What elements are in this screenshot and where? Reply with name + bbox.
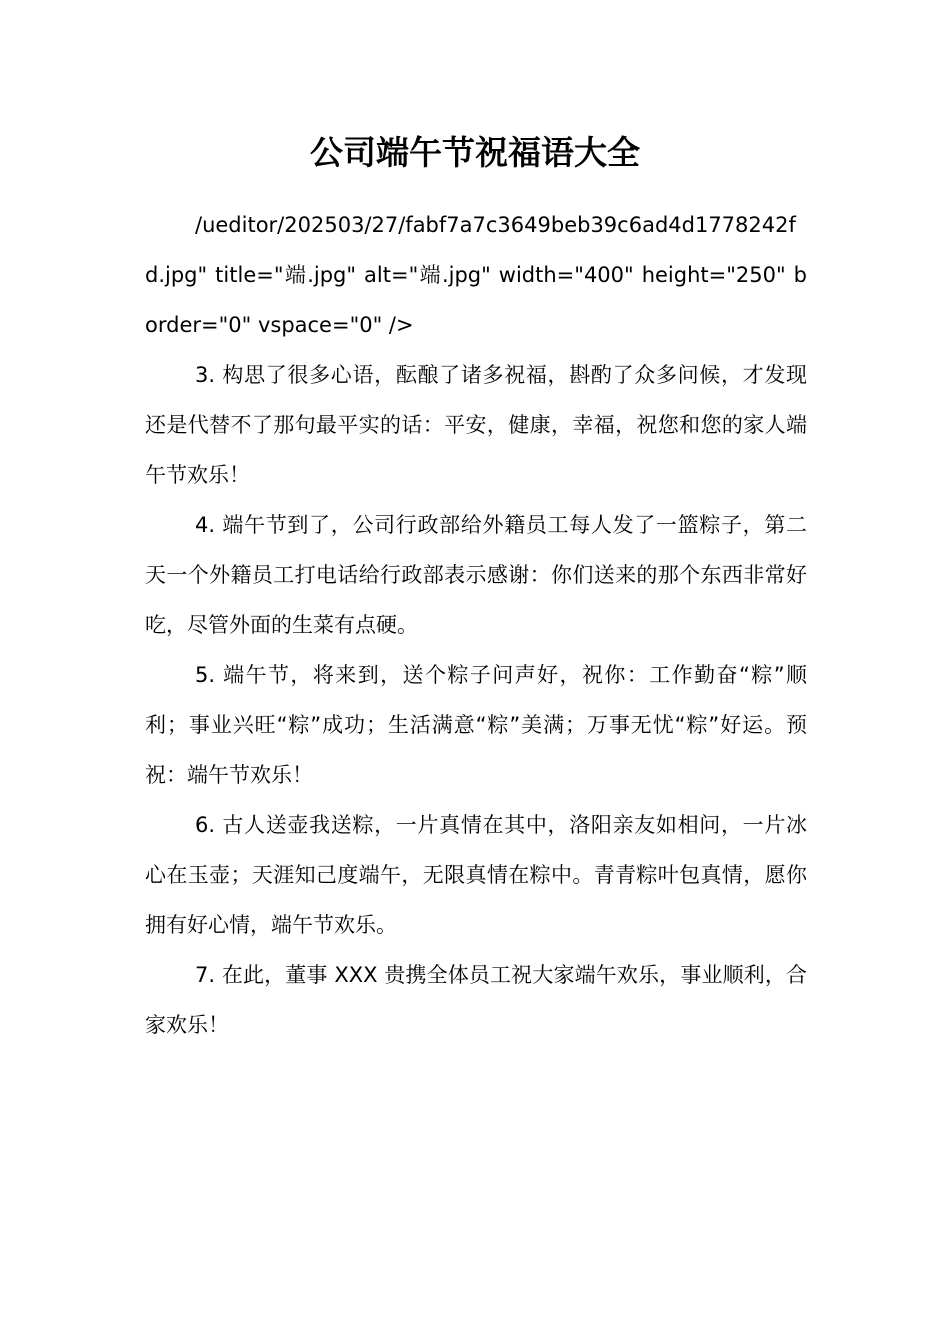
- page-title: 公司端午节祝福语大全: [310, 133, 640, 172]
- paragraph-6: 6. 古人送壶我送粽，一片真情在其中，洛阳亲友如相问，一片冰心在玉壶；天涯知己度端午，无限真情在粽中。青青粽叶包真情，愿你拥有好心情，端午节欢乐。: [145, 813, 807, 937]
- paragraph-7: 7. 在此，董事 XXX 贵携全体员工祝大家端午欢乐，事业顺利，合家欢乐！: [145, 963, 807, 1037]
- paragraph-image-code: /ueditor/202503/27/fabf7a7c3649beb39c6ad4d1778242fd.jpg" title="端.jpg" alt="端.jpg" width="400" height="250" border="0" vspace="0" />: [145, 213, 807, 337]
- document-body: [145, 200, 807, 1050]
- paragraph-5: 5. 端午节，将来到，送个粽子问声好，祝你：工作勤奋“粽”顺利；事业兴旺“粽”成功；生活满意“粽”美满；万事无忧“粽”好运。预祝：端午节欢乐！: [145, 663, 807, 787]
- paragraph-4: 4. 端午节到了，公司行政部给外籍员工每人发了一篮粽子，第二天一个外籍员工打电话给行政部表示感谢：你们送来的那个东西非常好吃，尽管外面的生菜有点硬。: [145, 513, 807, 637]
- paragraph-3: 3. 构思了很多心语，酝酿了诸多祝福，斟酌了众多问候，才发现还是代替不了那句最平实的话：平安，健康，幸福，祝您和您的家人端午节欢乐！: [145, 363, 807, 487]
